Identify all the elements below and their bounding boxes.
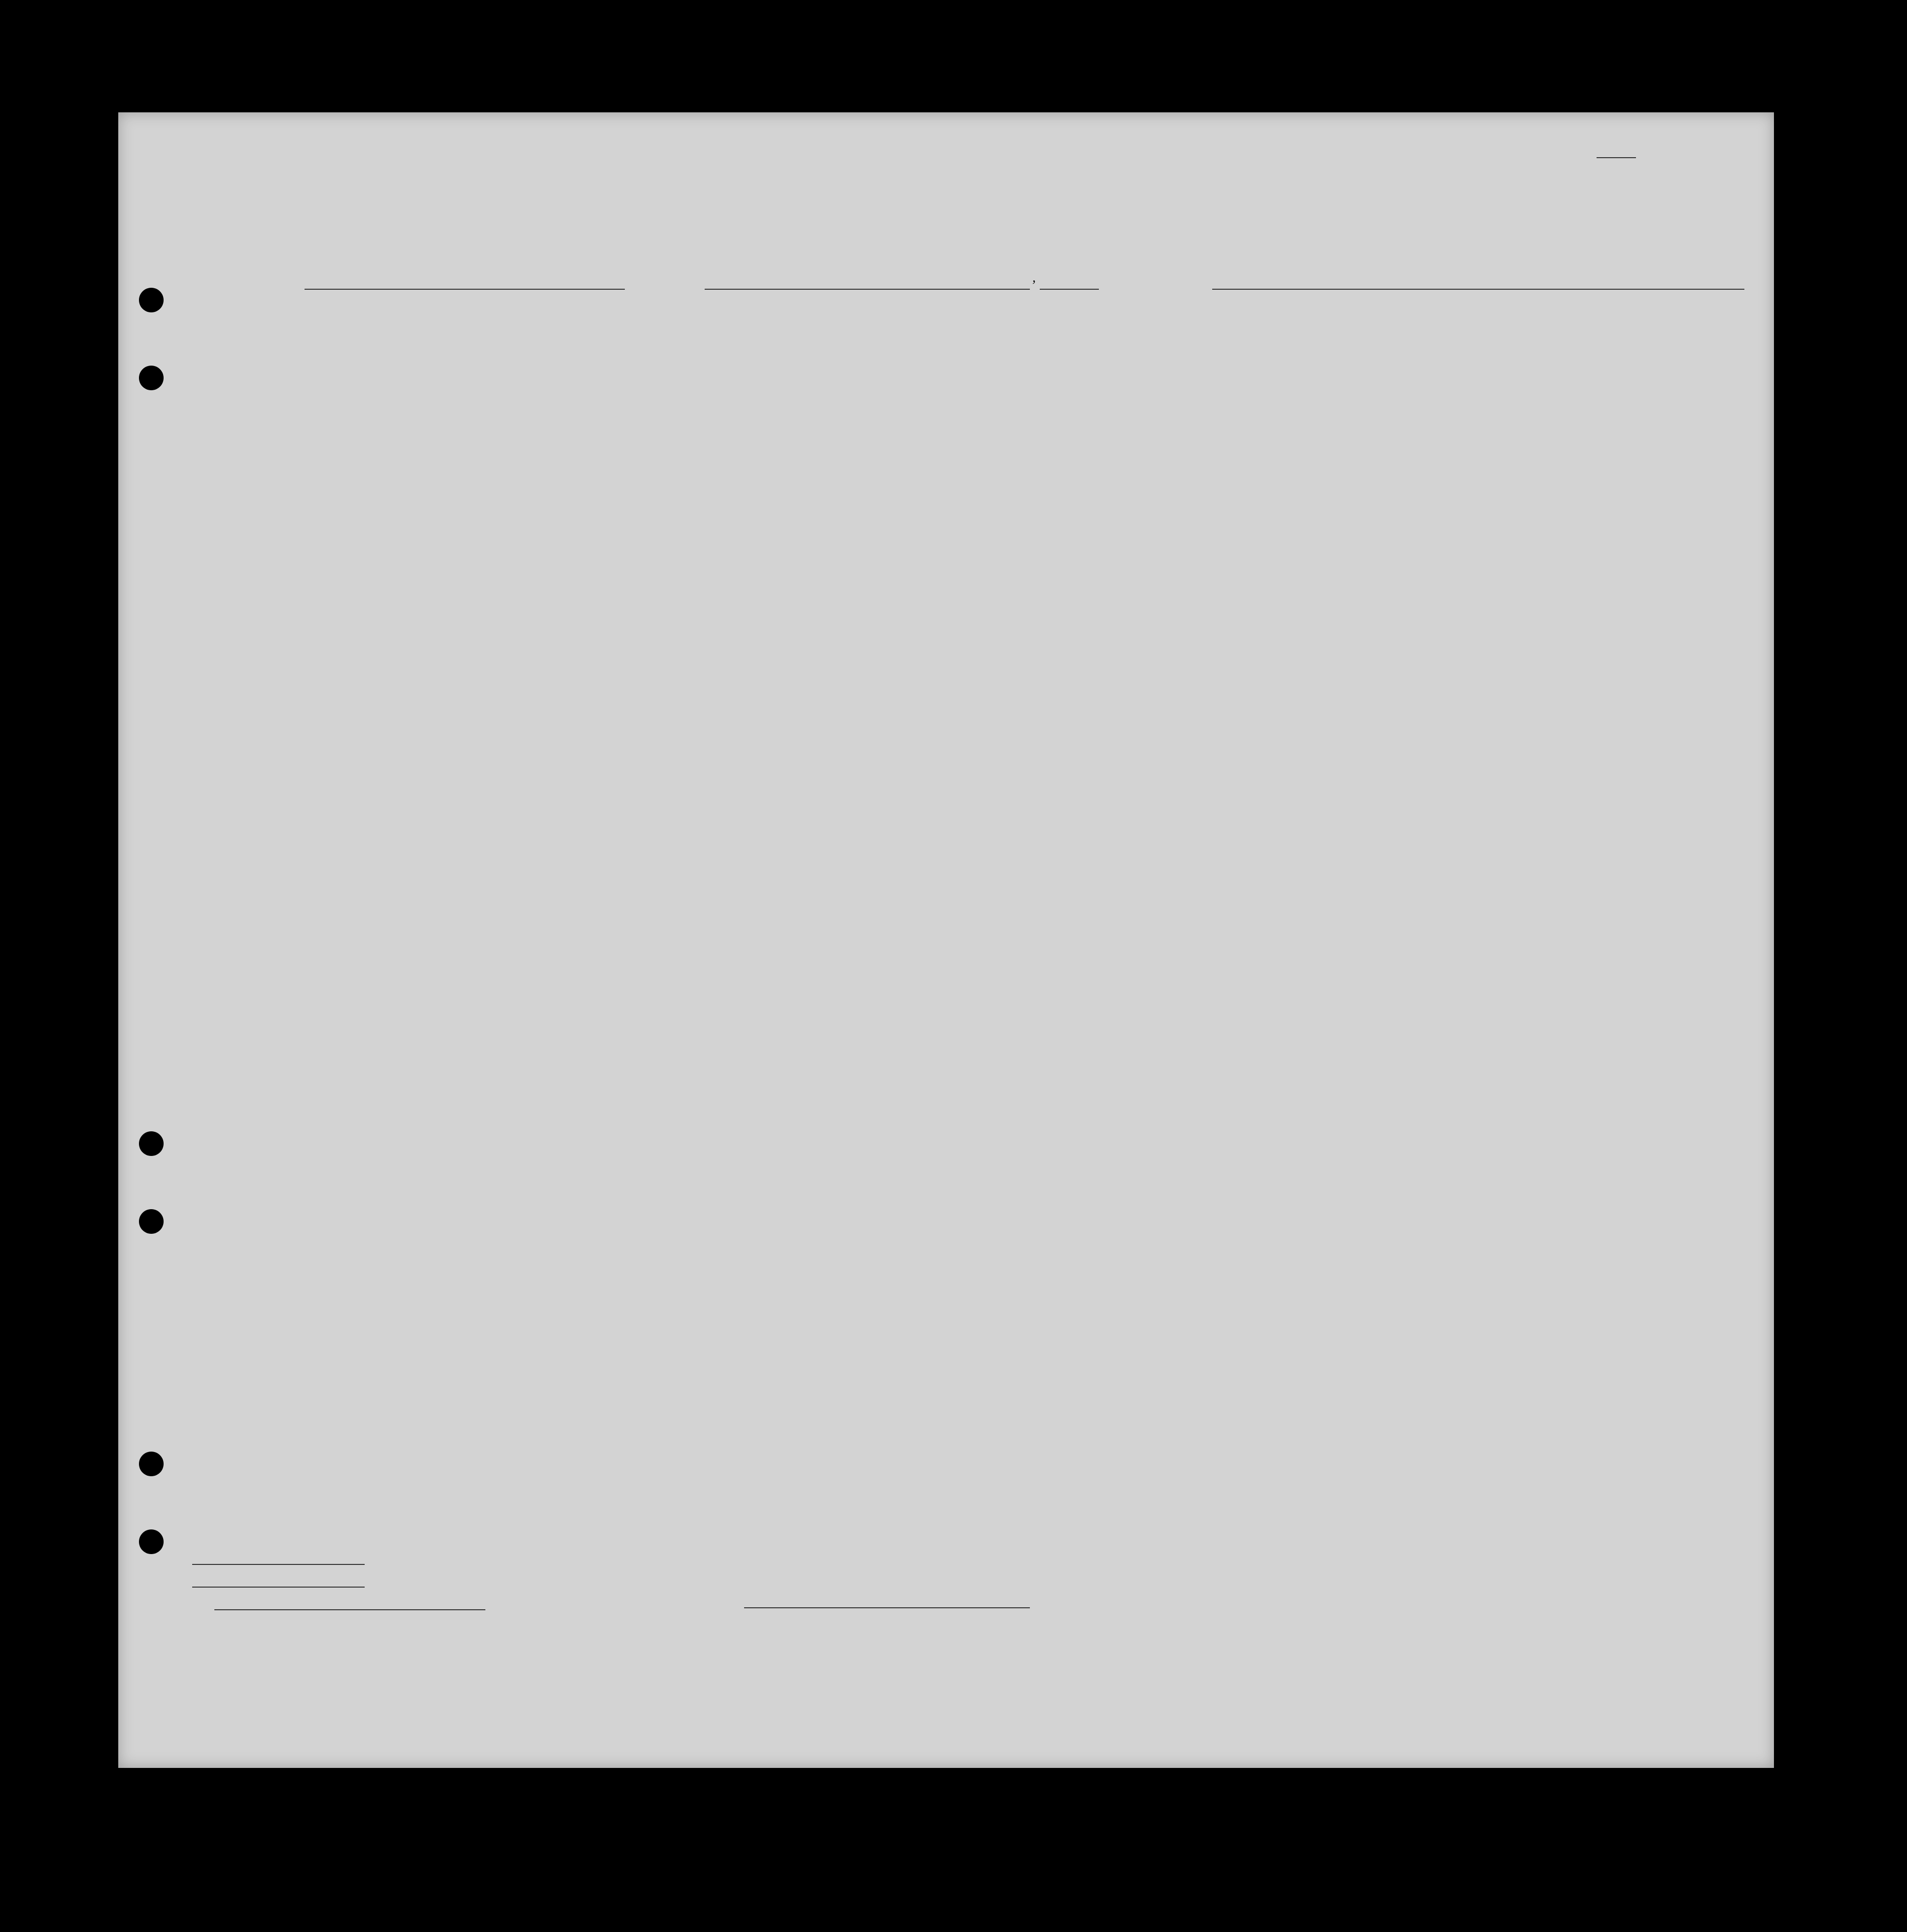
ruled-grid [118,112,1774,1768]
punch-hole [139,1209,164,1234]
punch-hole [139,366,164,390]
punch-hole [139,1452,164,1476]
punch-hole [139,288,164,312]
manifest-sheet [118,112,1774,1768]
vessel-info-line: , [261,265,1754,293]
punch-hole [139,1529,164,1554]
punch-hole [139,1131,164,1156]
